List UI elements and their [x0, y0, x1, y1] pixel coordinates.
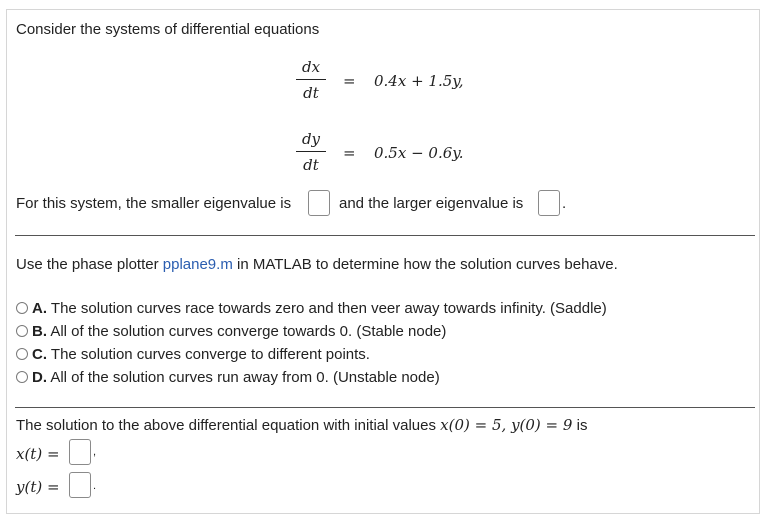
eq1-rhs: 0.4x + 1.5y, — [374, 72, 464, 90]
option-d-letter: D. — [32, 369, 47, 386]
option-a-letter: A. — [32, 300, 47, 317]
ivp-prompt — [16, 416, 587, 434]
eq1-equals: = — [343, 72, 356, 90]
eq1-numerator: dx — [301, 58, 321, 76]
eq2-rhs: 0.5x − 0.6y. — [374, 144, 464, 162]
eigen-period: . — [562, 195, 567, 212]
eq1-denominator: dt — [303, 84, 319, 102]
eigen-middle-text: and the larger eigenvalue is — [339, 195, 524, 212]
eigen-prompt: For this system, the smaller eigenvalue is — [16, 195, 292, 212]
radio-c[interactable] — [16, 348, 28, 360]
pplane-link[interactable]: pplane9.m — [162, 256, 233, 273]
x-solution-input[interactable] — [69, 439, 91, 465]
option-a-text: The solution curves race towards zero and then veer away towards infinity. (Saddle) — [50, 300, 607, 317]
problem-card — [6, 9, 760, 514]
eq2-equals: = — [343, 144, 356, 162]
eq2-numerator: dy — [301, 130, 321, 148]
option-a-label[interactable] — [32, 300, 607, 317]
ivp-tail: is — [576, 417, 588, 434]
option-c-text: The solution curves converge to different points. — [50, 346, 370, 363]
intro-text: Consider the systems of differential equations — [16, 21, 320, 38]
radio-a[interactable] — [16, 302, 28, 314]
x-solution-label: x(t) = — [16, 445, 60, 463]
divider — [15, 407, 755, 408]
eq2-derivative — [296, 129, 326, 175]
fraction-bar — [296, 79, 326, 80]
phase-instruction — [16, 256, 618, 273]
larger-eigenvalue-input[interactable] — [538, 190, 560, 216]
option-d-label[interactable] — [32, 369, 440, 386]
x-solution-comma: , — [93, 446, 97, 458]
y-solution-period: . — [93, 480, 97, 492]
phase-pre: Use the phase plotter — [16, 256, 159, 273]
y-solution-input[interactable] — [69, 472, 91, 498]
option-b-label[interactable] — [32, 323, 446, 340]
radio-b[interactable] — [16, 325, 28, 337]
eq2-denominator: dt — [303, 156, 319, 174]
option-c-letter: C. — [32, 346, 47, 363]
ivp-conditions: x(0) = 5, y(0) = 9 — [440, 416, 573, 434]
divider — [15, 235, 755, 236]
phase-post: in MATLAB to determine how the solution curves behave. — [237, 256, 618, 273]
radio-d[interactable] — [16, 371, 28, 383]
eq1-derivative — [296, 57, 326, 103]
option-d-text: All of the solution curves run away from 0. (Unstable node) — [50, 369, 440, 386]
fraction-bar — [296, 151, 326, 152]
option-b-letter: B. — [32, 323, 47, 340]
ivp-text: The solution to the above differential equation with initial values — [16, 417, 436, 434]
option-b-text: All of the solution curves converge towards 0. (Stable node) — [50, 323, 447, 340]
option-c-label[interactable] — [32, 346, 370, 363]
smaller-eigenvalue-input[interactable] — [308, 190, 330, 216]
y-solution-label: y(t) = — [16, 478, 60, 496]
